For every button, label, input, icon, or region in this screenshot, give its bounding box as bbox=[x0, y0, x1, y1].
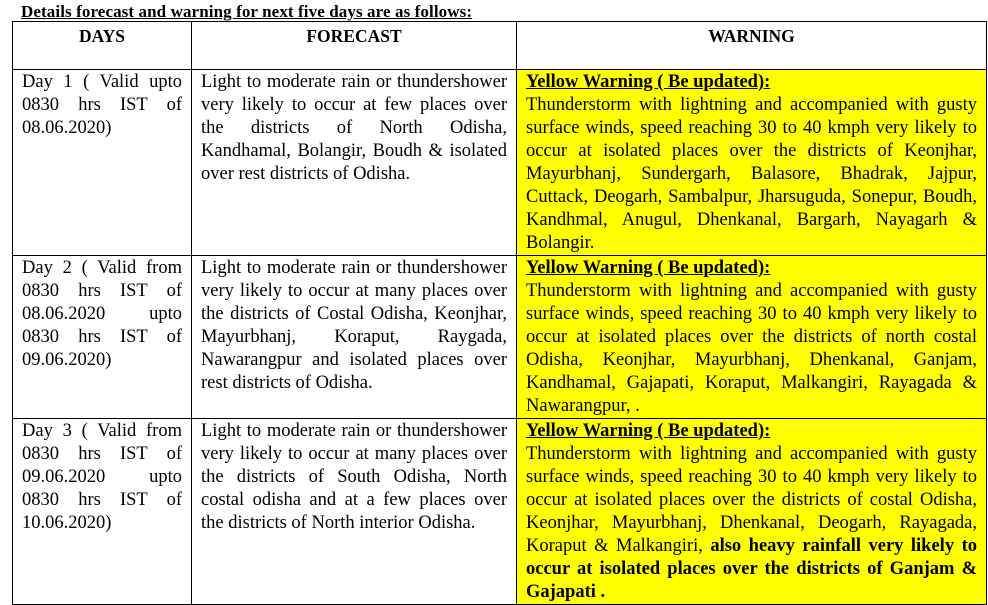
warning-title: Yellow Warning ( Be updated): bbox=[526, 72, 771, 92]
day-cell: Day 2 ( Valid from 0830 hrs IST of 08.06.2020 upto 0830 hrs IST of 09.06.2020) bbox=[13, 256, 192, 419]
warning-cell bbox=[517, 70, 987, 256]
warning-title: Yellow Warning ( Be updated): bbox=[526, 421, 771, 441]
page-heading: Details forecast and warning for next five days are as follows: bbox=[21, 2, 473, 21]
forecast-table bbox=[12, 21, 987, 605]
warning-text: Thunderstorm with lightning and accompanied with gusty surface winds, speed reaching 30 to 40 kmph very likely to occur at isolated places over the districts of north costal Odisha, Keonjhar, Mayurbhanj, Dhenkanal, Ganjam, Kandhamal, Gajapati, Koraput, Malkangiri, Rayagada & Nawarangpur, . bbox=[526, 281, 977, 416]
table-row bbox=[13, 419, 987, 605]
table-row bbox=[13, 256, 987, 419]
table-header-row bbox=[13, 22, 987, 70]
day-cell: Day 3 ( Valid from 0830 hrs IST of 09.06.2020 upto 0830 hrs IST of 10.06.2020) bbox=[13, 419, 192, 605]
forecast-cell: Light to moderate rain or thundershower very likely to occur at few places over the districts of North Odisha, Kandhamal, Bolangir, Boudh & isolated over rest districts of Odisha. bbox=[192, 70, 517, 256]
warning-text: Thunderstorm with lightning and accompanied with gusty surface winds, speed reaching 30 to 40 kmph very likely to occur at isolated places over the districts of costal Odisha, Keonjhar, Mayurbhanj, Dhenkanal, Deogarh, Rayagada, Koraput & Malkangiri, bbox=[526, 444, 977, 556]
warning-cell bbox=[517, 256, 987, 419]
warning-bold-text: also heavy rainfall very likely to occur at isolated places over the districts of Ganjam & Gajapati . bbox=[526, 536, 977, 602]
warning-cell bbox=[517, 419, 987, 605]
forecast-cell: Light to moderate rain or thundershower very likely to occur at many places over the districts of South Odisha, North costal odisha and at a few places over the districts of North interior Odisha. bbox=[192, 419, 517, 605]
forecast-cell: Light to moderate rain or thundershower very likely to occur at many places over the districts of Costal Odisha, Keonjhar, Mayurbhanj, Koraput, Raygada, Nawarangpur and isolated places over rest districts of Odisha. bbox=[192, 256, 517, 419]
warning-text: Thunderstorm with lightning and accompanied with gusty surface winds, speed reaching 30 to 40 kmph very likely to occur at isolated places over the districts of Keonjhar, Mayurbhanj, Sundergarh, Balasore, Bhadrak, Jajpur, Cuttack, Deogarh, Sambalpur, Jharsuguda, Sonepur, Boudh, Kandhmal, Anugul, Dhenkanal, Bargarh, Nayagarh & Bolangir. bbox=[526, 95, 977, 253]
column-header-warning: WARNING bbox=[517, 22, 987, 70]
day-cell: Day 1 ( Valid upto 0830 hrs IST of 08.06.2020) bbox=[13, 70, 192, 256]
column-header-forecast: FORECAST bbox=[192, 22, 517, 70]
table-row bbox=[13, 70, 987, 256]
warning-title: Yellow Warning ( Be updated): bbox=[526, 258, 771, 278]
column-header-days: DAYS bbox=[13, 22, 192, 70]
